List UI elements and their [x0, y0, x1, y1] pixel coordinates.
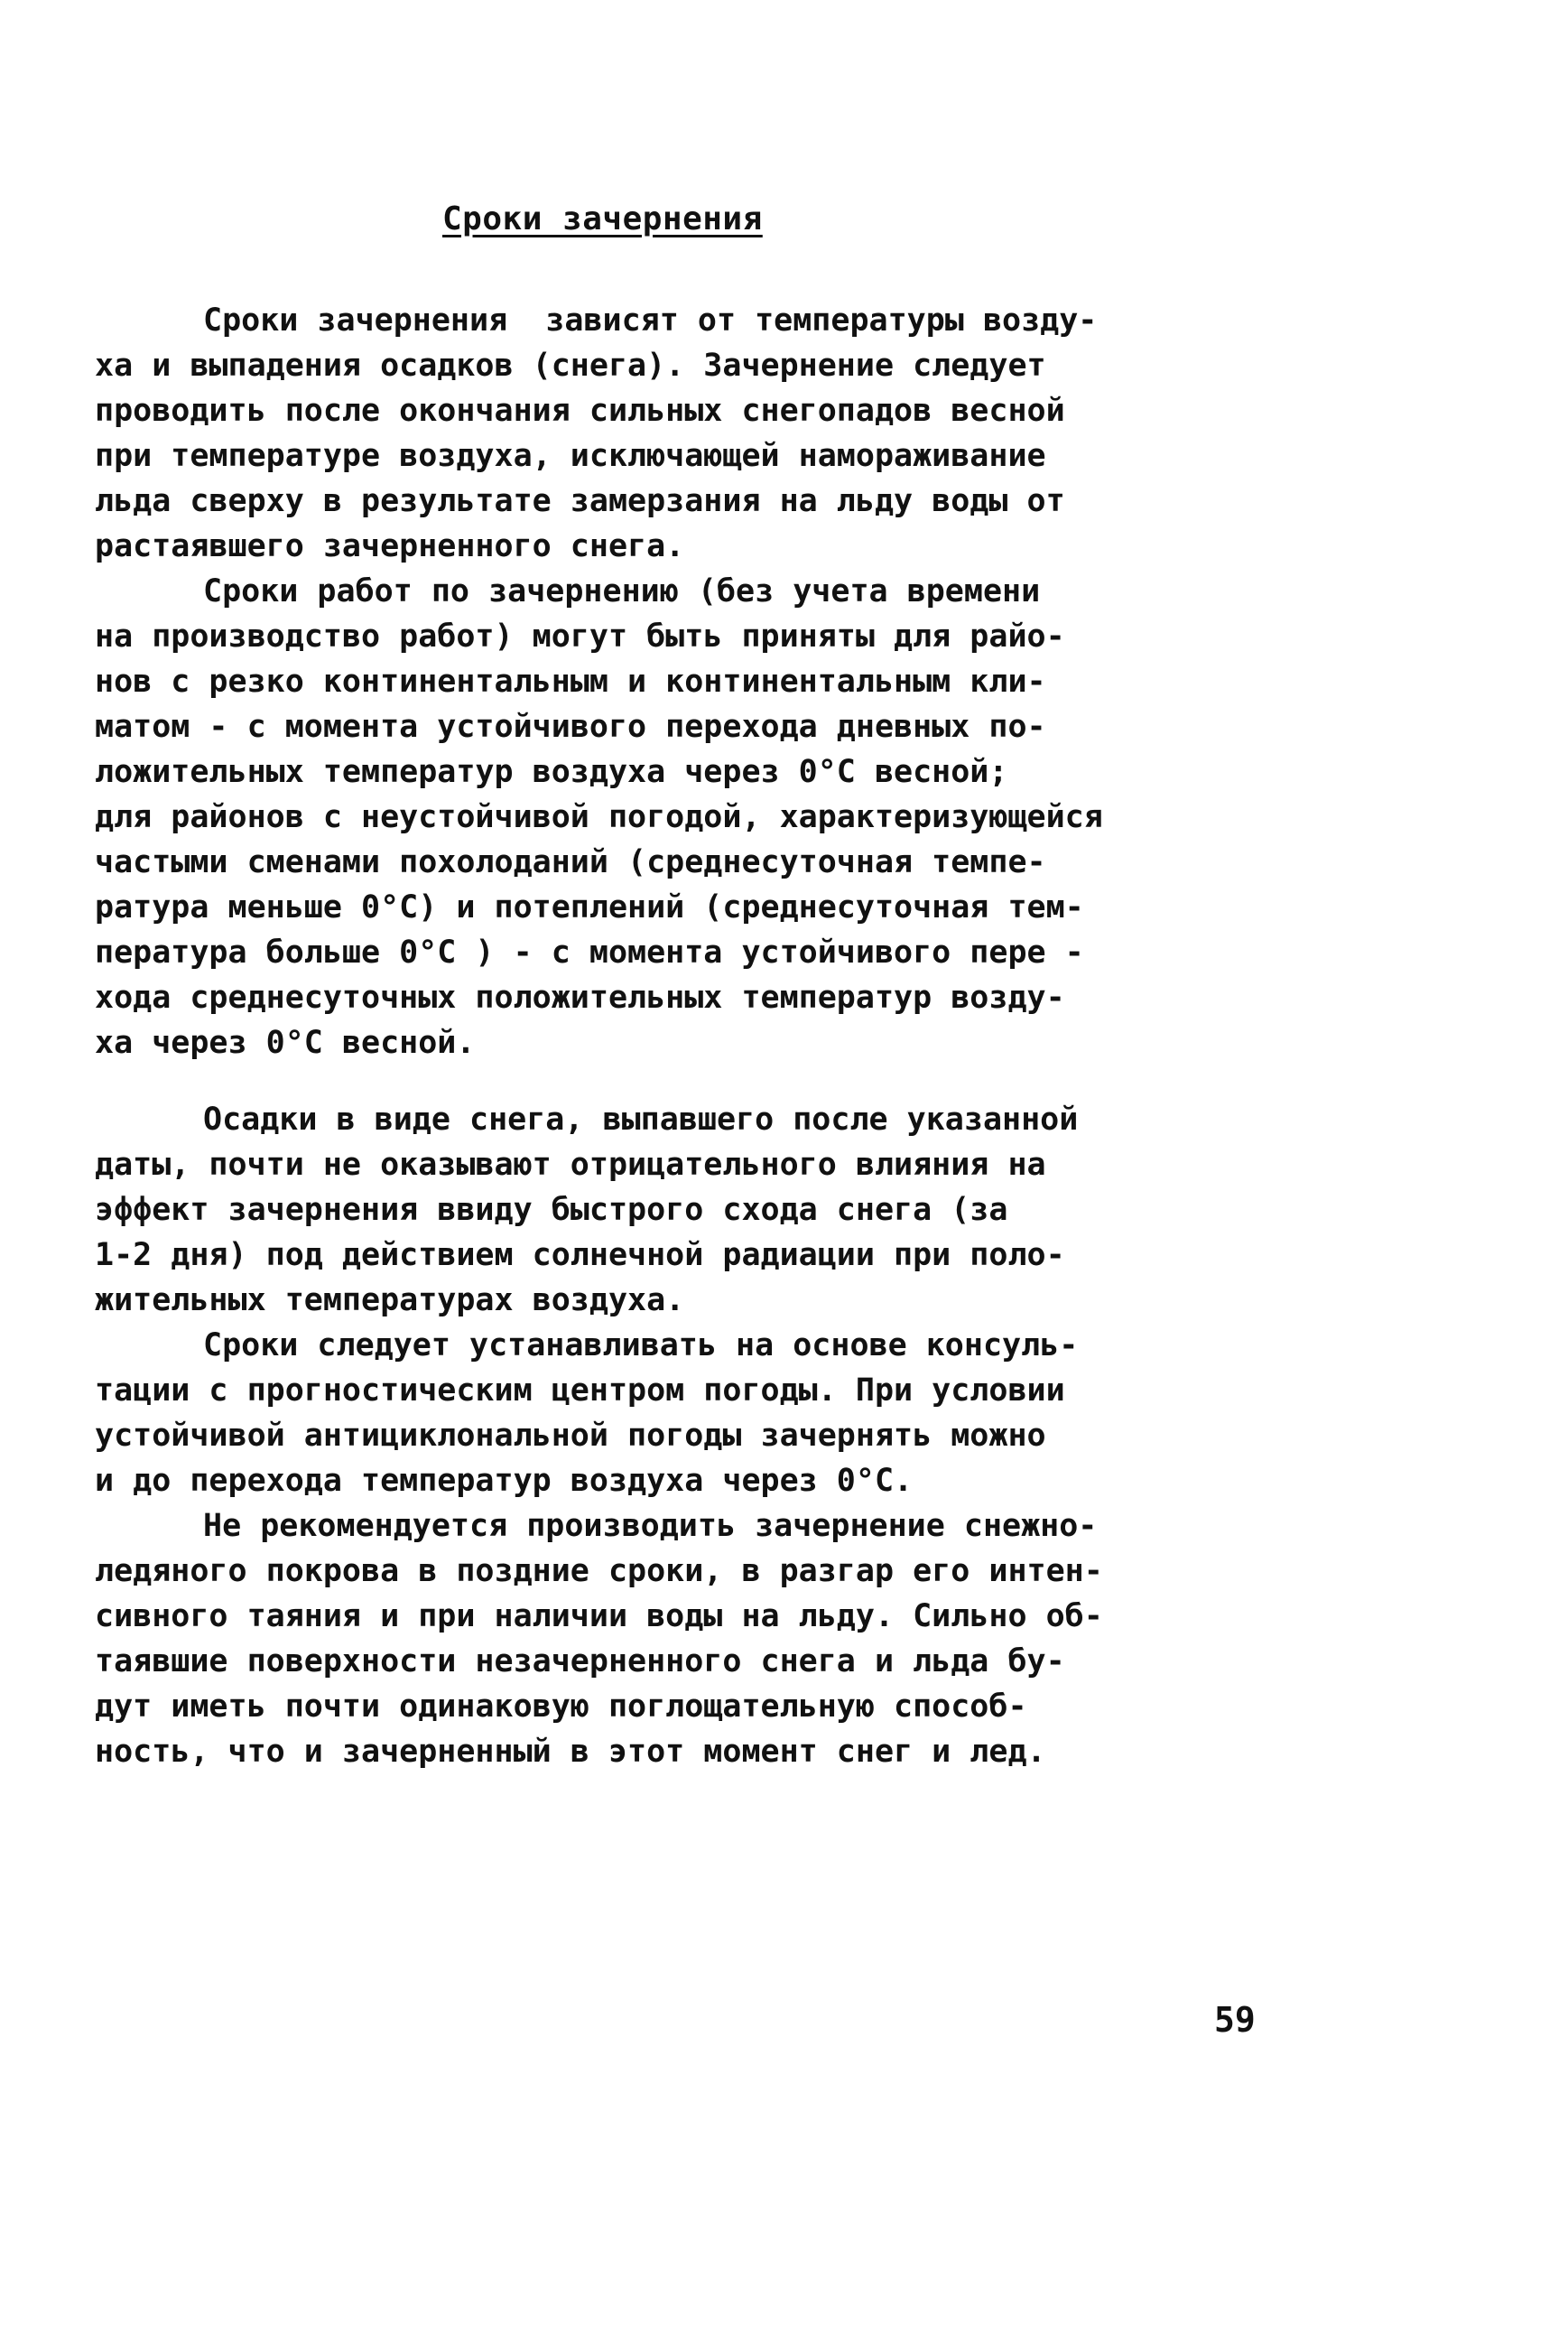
text-line: сивного таяния и при наличии воды на льду. Сильно об-	[95, 1598, 1103, 1634]
text-line: ратура меньше 0°С) и потеплений (среднесуточная тем-	[95, 889, 1084, 926]
text-line: растаявшего зачерненного снега.	[95, 528, 685, 564]
text-line: Сроки работ по зачернению (без учета времени	[203, 573, 1041, 609]
text-line: дут иметь почти одинаковую поглощательную способ-	[95, 1688, 1027, 1725]
text-line: тации с прогностическим центром погоды. При условии	[95, 1372, 1065, 1409]
body-text-upper	[95, 298, 1286, 1065]
text-line: Осадки в виде снега, выпавшего после указанной	[203, 1102, 1079, 1138]
text-line: нов с резко континентальным и континентальным кли-	[95, 664, 1046, 700]
text-line: льда сверху в результате замерзания на льду воды от	[95, 483, 1065, 519]
text-line: ность, что и зачерненный в этот момент снег и лед.	[95, 1734, 1046, 1770]
page-number: 59	[1214, 2000, 1256, 2040]
text-line: устойчивой антициклональной погоды зачернять можно	[95, 1418, 1046, 1454]
page-title: Сроки зачернения	[442, 200, 763, 237]
body-text-lower	[95, 1097, 1286, 1774]
text-line: на производство работ) могут быть приняты для райо-	[95, 619, 1065, 655]
text-line: Не рекомендуется производить зачернение снежно-	[203, 1508, 1098, 1544]
text-line: ха через 0°С весной.	[95, 1025, 476, 1061]
text-line: даты, почти не оказывают отрицательного влияния на	[95, 1147, 1046, 1183]
text-line: ложительных температур воздуха через 0°С весной;	[95, 754, 1008, 790]
text-line: ледяного покрова в поздние сроки, в разгар его интен-	[95, 1553, 1103, 1589]
text-line: при температуре воздуха, исключающей намораживание	[95, 438, 1046, 474]
text-line: матом - с момента устойчивого перехода дневных по-	[95, 709, 1046, 745]
text-line: Сроки зачернения зависят от температуры возду-	[203, 302, 1098, 339]
text-line: таявшие поверхности незачерненного снега и льда бу-	[95, 1643, 1065, 1679]
text-line: частыми сменами похолоданий (среднесуточная темпе-	[95, 844, 1046, 880]
text-line: жительных температурах воздуха.	[95, 1282, 685, 1318]
text-line: хода среднесуточных положительных температур возду-	[95, 980, 1065, 1016]
text-line: 1-2 дня) под действием солнечной радиации при поло-	[95, 1237, 1065, 1273]
text-line: для районов с неустойчивой погодой, характеризующейся	[95, 799, 1103, 835]
text-line: пература больше 0°С ) - с момента устойчивого пере -	[95, 935, 1084, 971]
text-line: эффект зачернения ввиду быстрого схода снега (за	[95, 1192, 1008, 1228]
text-line: ха и выпадения осадков (снега). Зачернение следует	[95, 348, 1046, 384]
text-line: и до перехода температур воздуха через 0°С.	[95, 1463, 914, 1499]
text-line: Сроки следует устанавливать на основе консуль-	[203, 1327, 1079, 1363]
text-line: проводить после окончания сильных снегопадов весной	[95, 393, 1065, 429]
